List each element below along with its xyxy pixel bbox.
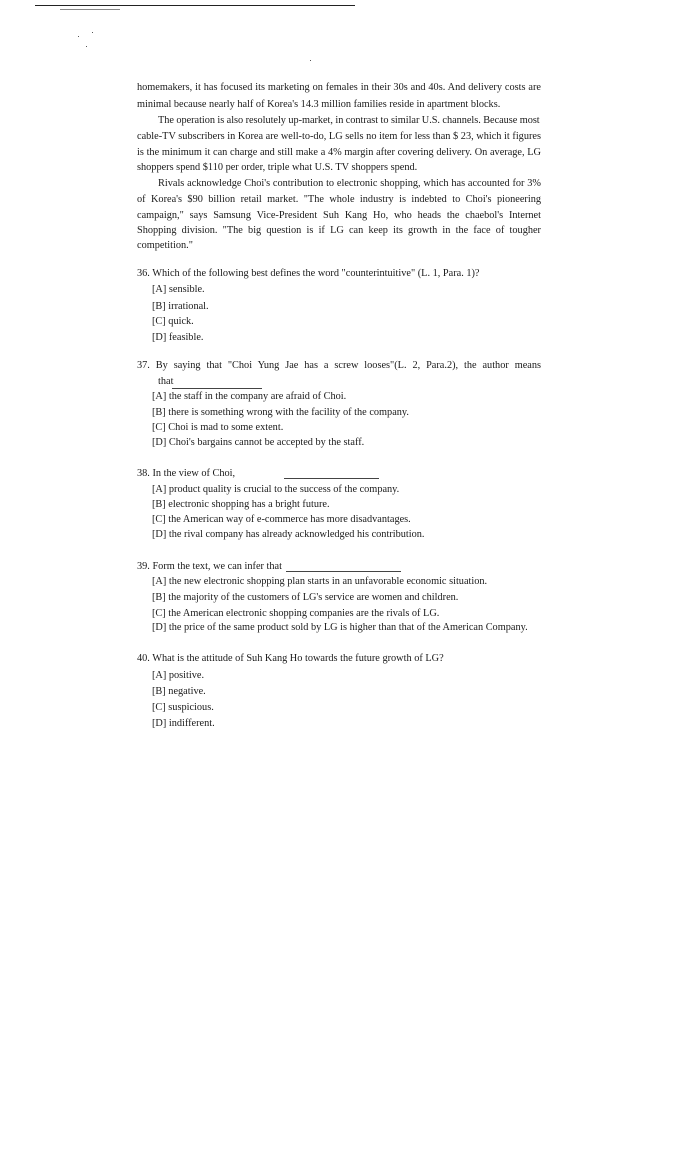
question-38-option-b: [B] electronic shopping has a bright future. xyxy=(152,499,330,510)
question-36-option-d: [D] feasible. xyxy=(152,332,204,343)
passage-line: cable-TV subscribers in Korea are well-to-do, LG sells no item for less than $ 23, which it figures xyxy=(137,131,541,142)
question-37-option-d: [D] Choi's bargains cannot be accepted by the staff. xyxy=(152,437,365,448)
question-37-stem: 37. By saying that "Choi Yung Jae has a screw looses"(L. 2, Para.2), the author means xyxy=(137,360,541,371)
question-38-option-d: [D] the rival company has already acknowledged his contribution. xyxy=(152,529,425,540)
passage-line: campaign," says Samsung Vice-President Suh Kang Ho, who heads the chaebol's Internet xyxy=(137,210,541,221)
question-38-option-a: [A] product quality is crucial to the success of the company. xyxy=(152,484,400,495)
passage-line: shoppers spend $110 per order, triple what U.S. TV shoppers spend. xyxy=(137,162,418,173)
question-37-stem-cont: that xyxy=(158,376,174,387)
question-36-stem: 36. Which of the following best defines the word "counterintuitive" (L. 1, Para. 1)? xyxy=(137,268,480,279)
scan-speck xyxy=(92,32,93,33)
answer-blank-q37 xyxy=(172,388,262,389)
passage-line: Rivals acknowledge Choi's contribution to electronic shopping, which has accounted for 3% xyxy=(158,178,541,189)
passage-line: homemakers, it has focused its marketing on females in their 30s and 40s. And delivery costs are xyxy=(137,82,541,93)
question-39-stem: 39. Form the text, we can infer that xyxy=(137,561,282,572)
question-38-stem: 38. In the view of Choi, xyxy=(137,468,236,479)
question-40-stem: 40. What is the attitude of Suh Kang Ho towards the future growth of LG? xyxy=(137,653,444,664)
question-39-option-d: [D] the price of the same product sold by LG is higher than that of the American Company. xyxy=(152,622,528,633)
answer-blank-q38 xyxy=(284,478,379,479)
question-37-option-b: [B] there is something wrong with the facility of the company. xyxy=(152,407,409,418)
scan-speck xyxy=(78,36,79,37)
question-40-option-b: [B] negative. xyxy=(152,686,206,697)
passage-line: minimal because nearly half of Korea's 14.3 million families reside in apartment blocks. xyxy=(137,99,501,110)
passage-line: The operation is also resolutely up-market, in contrast to similar U.S. channels. Because most xyxy=(158,115,540,126)
question-37-option-a: [A] the staff in the company are afraid of Choi. xyxy=(152,391,347,402)
passage-line: of Korea's $90 billion retail market. "The whole industry is indebted to Choi's pioneering xyxy=(137,194,541,205)
question-36-option-b: [B] irrational. xyxy=(152,301,209,312)
scan-top-rule-2 xyxy=(60,9,120,10)
scan-speck xyxy=(86,46,87,47)
passage-line: competition." xyxy=(137,240,193,251)
scan-top-rule xyxy=(35,5,355,6)
question-36-option-a: [A] sensible. xyxy=(152,284,205,295)
question-40-option-c: [C] suspicious. xyxy=(152,702,214,713)
question-39-option-a: [A] the new electronic shopping plan starts in an unfavorable economic situation. xyxy=(152,576,488,587)
question-36-option-c: [C] quick. xyxy=(152,316,194,327)
question-40-option-d: [D] indifferent. xyxy=(152,718,215,729)
question-39-option-b: [B] the majority of the customers of LG's service are women and children. xyxy=(152,592,459,603)
passage-line: is the minimum it can charge and still make a 4% margin after covering delivery. On average, LG xyxy=(137,147,541,158)
question-40-option-a: [A] positive. xyxy=(152,670,205,681)
scan-speck xyxy=(310,60,311,61)
question-39-option-c: [C] the American electronic shopping companies are the rivals of LG. xyxy=(152,608,440,619)
passage-line: Shopping division. "The big question is if LG can keep its growth in the face of tougher xyxy=(137,225,541,236)
question-38-option-c: [C] the American way of e-commerce has more disadvantages. xyxy=(152,514,411,525)
answer-blank-q39 xyxy=(286,571,401,572)
question-37-option-c: [C] Choi is mad to some extent. xyxy=(152,422,284,433)
